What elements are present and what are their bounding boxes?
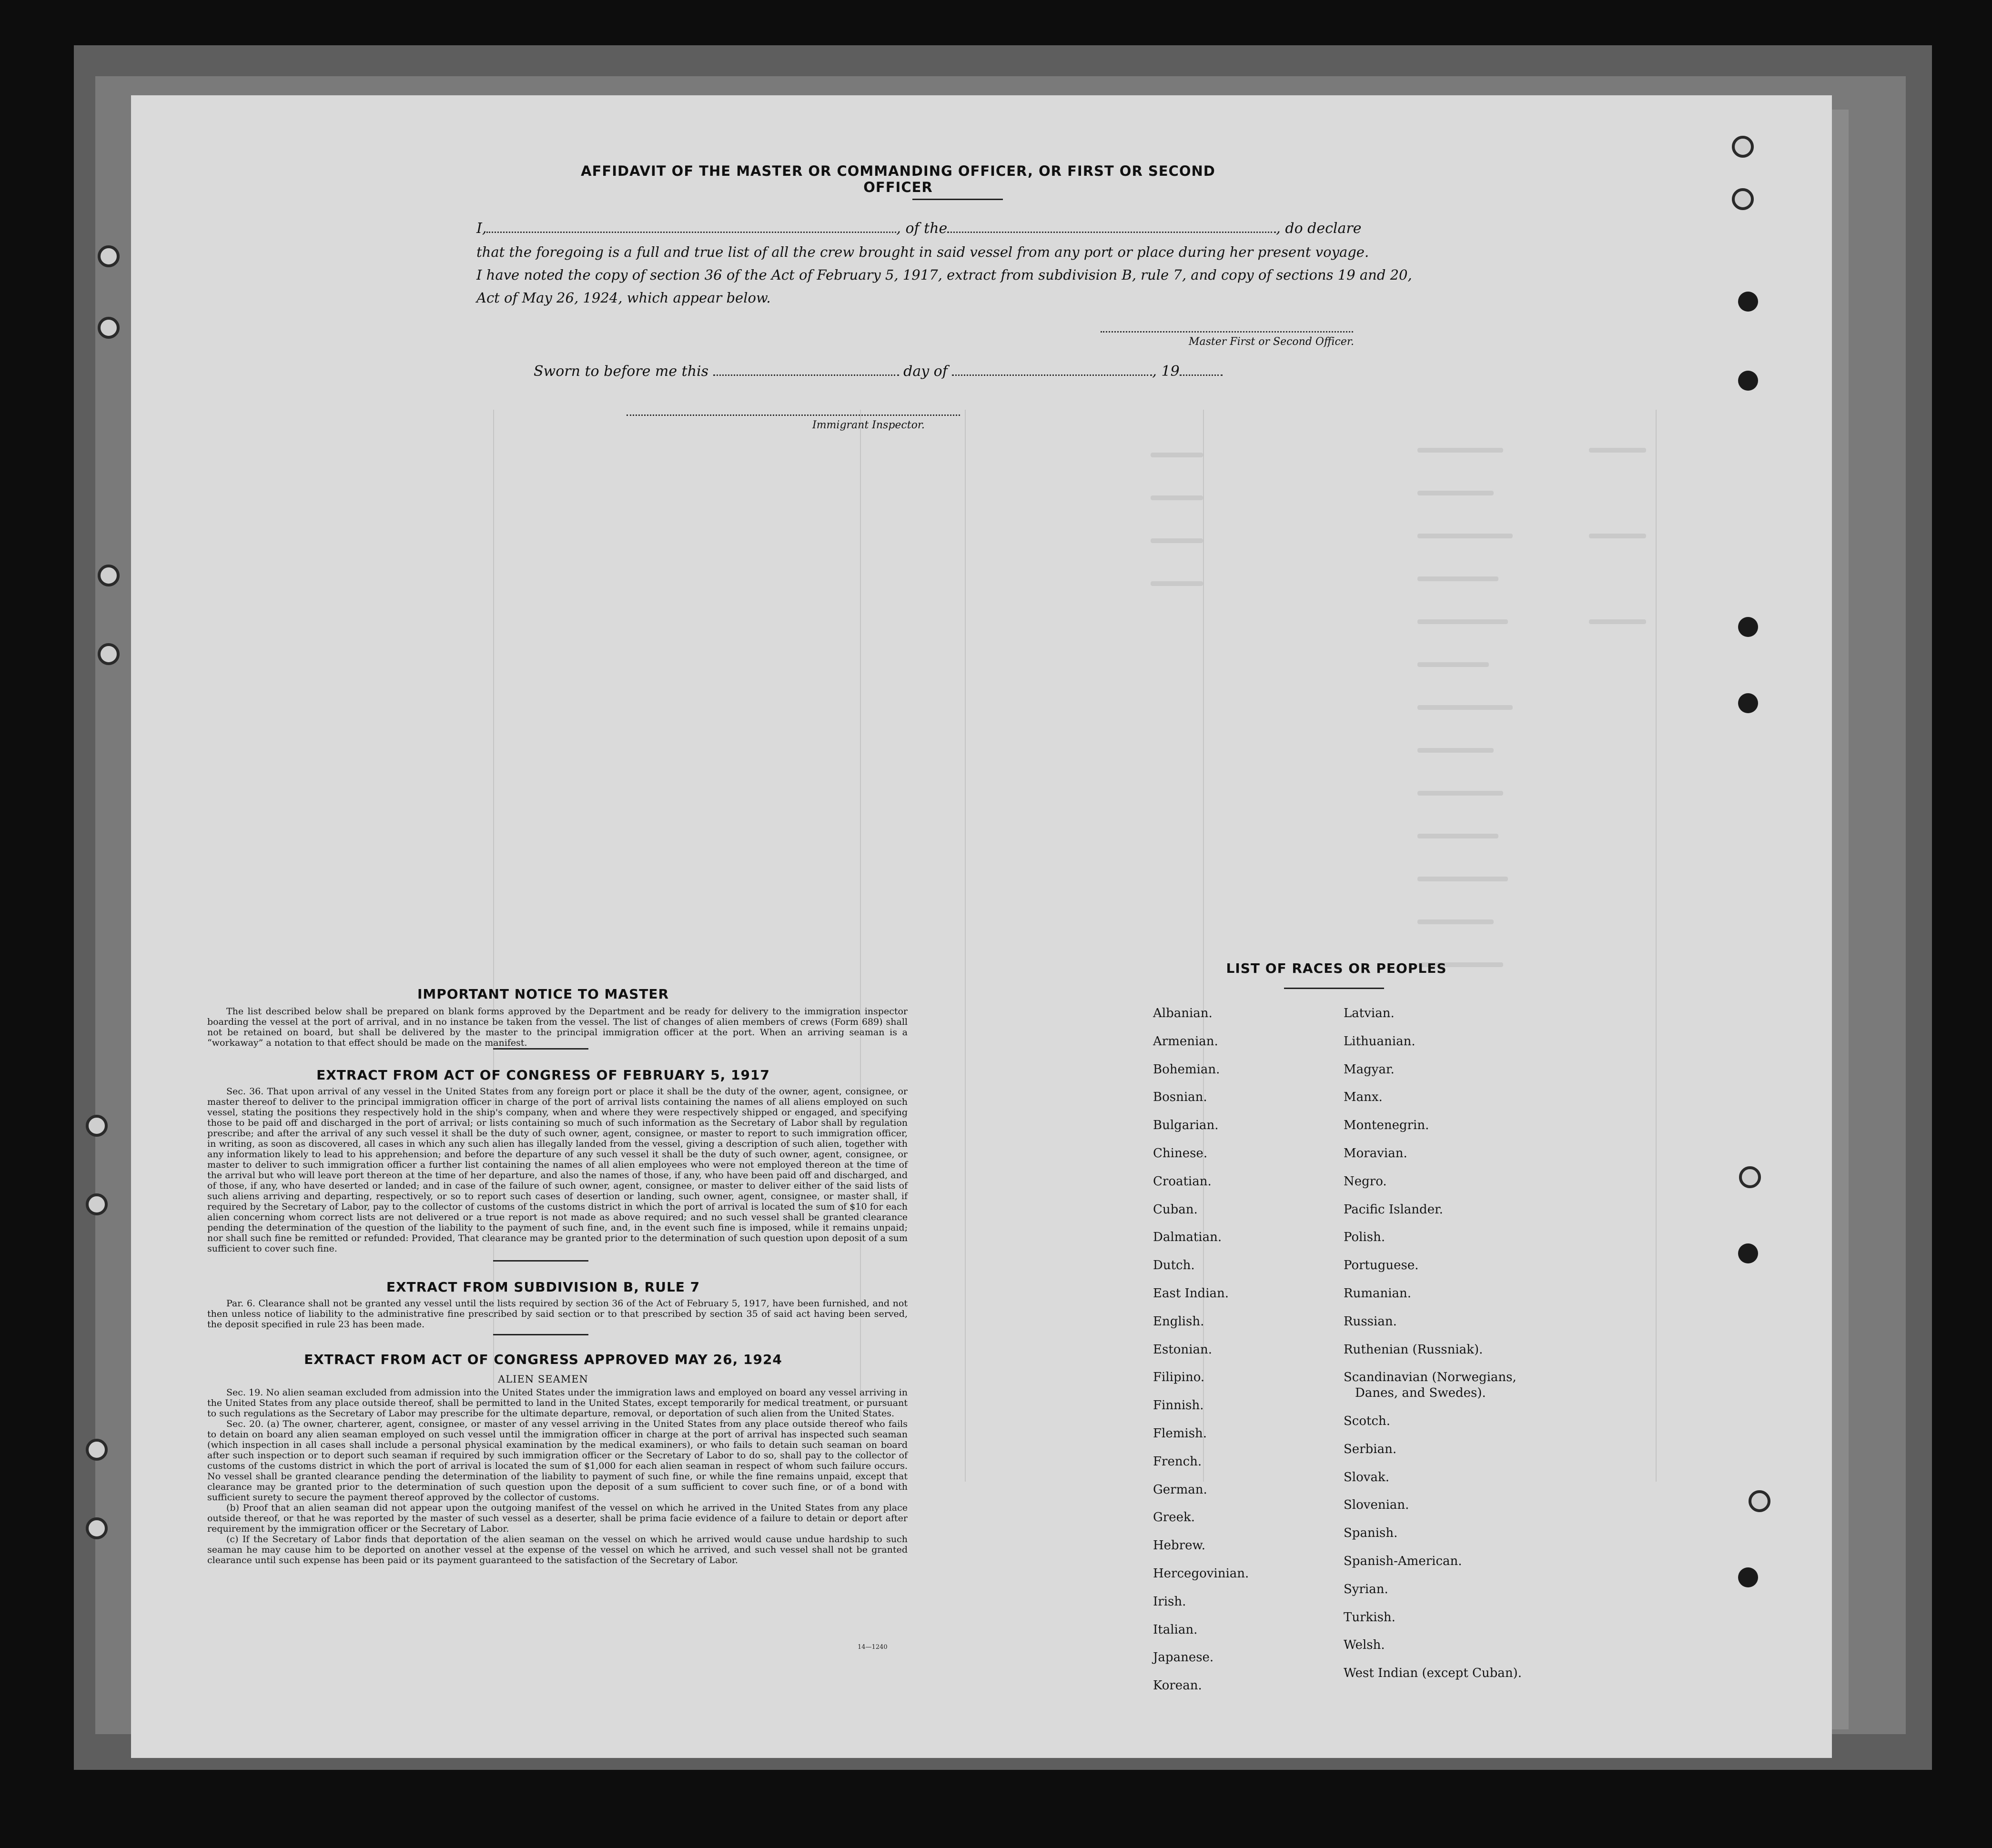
title-underline (912, 199, 1003, 200)
race-item: Syrian. (1344, 1582, 1388, 1596)
bleed-text (1151, 581, 1203, 586)
extract-1917-title: EXTRACT FROM ACT OF CONGRESS OF FEBRUARY 5, 1917 (316, 1067, 770, 1083)
race-item: Slovak. (1344, 1470, 1389, 1484)
race-item: Spanish. (1344, 1526, 1398, 1541)
race-item: Rumanian. (1344, 1286, 1412, 1301)
binder-hole (1738, 1243, 1758, 1263)
section-20a-paragraph: Sec. 20. (a) The owner, charterer, agent, consignee, or master of any vessel arriving in the United States from any place outside thereof who fails to detain on board any alien seaman employed on such vessel until the immigration officer in charge at the port of arrival has inspected such seaman (which inspection in all cases shall include a personal physical examination by the medical examiners), or who fails to detain such seaman on board after such inspection or to deport such seaman if required by such immigration officer or the Secretary of Labor to do so, shall pay to the collector of customs of the customs district in which the port of arrival is located the sum of $1,000 for each alien seaman in respect of whom such failure occurs. No vessel shall be granted clearance pending the determination of the liability to payment of such fine, or while the fine remains unpaid, except that clearance may be granted prior to the determination of such question upon the deposit of a sum sufficient to cover such fine, or of a bond with sufficient surety to secure the payment thereof approved by the collector of customs. (207, 1419, 908, 1503)
section-divider (493, 1048, 588, 1050)
race-item: Ruthenian (Russniak). (1344, 1342, 1483, 1357)
race-item: Korean. (1153, 1678, 1202, 1693)
race-item: German. (1153, 1482, 1207, 1497)
race-item: Polish. (1344, 1230, 1385, 1245)
binder-hole (1738, 693, 1758, 713)
race-item: Montenegrin. (1344, 1118, 1429, 1133)
binder-ring (1749, 1490, 1770, 1512)
race-item: Danes, and Swedes). (1355, 1386, 1486, 1401)
race-item: Dalmatian. (1153, 1230, 1222, 1245)
race-item: Irish. (1153, 1594, 1186, 1609)
bleed-text (1589, 619, 1646, 624)
bleed-column-line (1656, 410, 1657, 1482)
race-item: Scandinavian (Norwegians, (1344, 1370, 1517, 1385)
section-19-paragraph: Sec. 19. No alien seaman excluded from admission into the United States under the immigration laws and employed on board any vessel arriving in the United States from any place outside thereof, shall be permitted to land in the United States, except temporarily for medical treatment, or pursuant to such regulations as the Secretary of Labor may prescribe for the ultimate departure, removal, or deportation of such alien from the United States. (207, 1387, 908, 1419)
bleed-text (1151, 495, 1203, 500)
document-sheet (131, 95, 1832, 1758)
section-divider (493, 1334, 588, 1335)
bleed-text (1151, 538, 1203, 543)
race-item: Dutch. (1153, 1258, 1195, 1273)
race-item: West Indian (except Cuban). (1344, 1666, 1522, 1681)
race-item: Welsh. (1344, 1638, 1385, 1653)
bleed-text (1417, 491, 1494, 495)
race-item: Cuban. (1153, 1202, 1198, 1217)
bleed-text (1417, 877, 1508, 881)
race-item: Scotch. (1344, 1414, 1391, 1428)
left-binder-ring (86, 1439, 108, 1461)
race-item: Estonian. (1153, 1342, 1212, 1357)
race-item: Negro. (1344, 1174, 1387, 1189)
affidavit-line-4: Act of May 26, 1924, which appear below. (476, 290, 771, 306)
race-item: Flemish. (1153, 1426, 1207, 1441)
race-item: Filipino. (1153, 1370, 1205, 1385)
form-number: 14—1240 (858, 1644, 888, 1651)
races-left-column (1153, 1006, 1334, 1707)
inspector-signature-line (627, 414, 960, 416)
race-item: French. (1153, 1454, 1202, 1469)
race-item: Serbian. (1344, 1442, 1397, 1456)
bleed-text (1417, 748, 1494, 753)
bleed-text (1417, 705, 1513, 710)
bleed-text (1417, 834, 1498, 838)
binder-ring (1732, 188, 1754, 210)
race-item: Greek. (1153, 1510, 1195, 1525)
bleed-text (1417, 534, 1513, 538)
binder-hole (1738, 617, 1758, 637)
race-item: Moravian. (1344, 1146, 1407, 1161)
race-item: Armenian. (1153, 1034, 1218, 1049)
race-item: Italian. (1153, 1622, 1198, 1637)
race-item: Bulgarian. (1153, 1118, 1219, 1133)
bleed-text (1417, 576, 1498, 581)
race-item: English. (1153, 1314, 1204, 1329)
race-item: Lithuanian. (1344, 1034, 1416, 1049)
affidavit-line-3: I have noted the copy of section 36 of the Act of February 5, 1917, extract from subdivision B, rule 7, and copy of sections 19 and 20, (476, 267, 1412, 283)
left-binder-ring (98, 317, 120, 339)
race-item: Spanish-American. (1344, 1554, 1462, 1568)
race-item: Manx. (1344, 1090, 1383, 1105)
master-signature-label: Master First or Second Officer. (1189, 336, 1354, 348)
race-item: Finnish. (1153, 1398, 1204, 1413)
race-item: Japanese. (1153, 1650, 1214, 1665)
race-item: Latvian. (1344, 1006, 1395, 1020)
affidavit-line-2: that the foregoing is a full and true list of all the crew brought in said vessel from any port or place during her present voyage. (476, 244, 1369, 260)
section-20b-paragraph: (b) Proof that an alien seaman did not appear upon the outgoing manifest of the vessel on which he arrived in the United States from any place outside thereof, or that he was reported by the master of such vessel as a deserter, shall be prima facie evidence of a failure to detain or deport after requirement by the immigration officer or the Secretary of Labor. (207, 1503, 908, 1534)
section-20c-paragraph: (c) If the Secretary of Labor finds that deportation of the alien seaman on the vessel on which he arrived would cause undue hardship to such seaman he may cause him to be deported on another vessel at the expense of the vessel on which he arrived, and such vessel shall not be granted clearance until such expense has been paid or its payment guaranteed to the satisfaction of the Secretary of Labor. (207, 1534, 908, 1565)
race-item: East Indian. (1153, 1286, 1229, 1301)
extract-1924-subtitle: ALIEN SEAMEN (498, 1373, 588, 1385)
race-item: Bosnian. (1153, 1090, 1207, 1105)
left-binder-ring (98, 245, 120, 267)
bleed-text (1417, 791, 1503, 796)
bleed-text (1151, 453, 1203, 457)
binder-hole (1738, 292, 1758, 312)
left-binder-ring (98, 643, 120, 665)
race-item: Portuguese. (1344, 1258, 1419, 1273)
race-item: Albanian. (1153, 1006, 1213, 1020)
binder-ring (1732, 136, 1754, 158)
left-binder-ring (86, 1115, 108, 1137)
left-binder-ring (86, 1193, 108, 1215)
races-title: LIST OF RACES OR PEOPLES (1226, 960, 1447, 976)
race-item: Turkish. (1344, 1610, 1395, 1625)
notice-title: IMPORTANT NOTICE TO MASTER (417, 986, 669, 1002)
bleed-text (1589, 534, 1646, 538)
binder-hole (1738, 1567, 1758, 1587)
bleed-text (1417, 619, 1508, 624)
bleed-column-line (965, 410, 966, 1482)
race-item: Pacific Islander. (1344, 1202, 1443, 1217)
race-item: Hercegovinian. (1153, 1566, 1249, 1581)
rule7-title: EXTRACT FROM SUBDIVISION B, RULE 7 (386, 1279, 700, 1295)
race-item: Hebrew. (1153, 1538, 1205, 1553)
extract-1917-body: Sec. 36. That upon arrival of any vessel in the United States from any foreign port or place it shall be the duty of the owner, agent, consignee, or master thereof to deliver to the principal immigration officer in charge of the port of arrival lists containing the names of all aliens employed on such vessel, stating the positions they respectively hold in the ship's company, when and where they were respectively shipped or engaged, and specifying those to be paid off and discharged in the port of arrival; or lists containing so much of such information as the Secretary of Labor shall by regulation prescribe; and after the arrival of any such vessel it shall be the duty of such owner, agent, consignee, or master to report to such immigration officer, in writing, as soon as discovered, all cases in which any such alien has illegally landed from the vessel, giving a description of such alien, together with any information likely to lead to his apprehension; and before the departure of any such vessel it shall be the duty of such owner, agent, consignee, or master to deliver to such immigration officer a further list containing the names of all alien employees who were not employed thereon at the time of the arrival but who will leave port thereon at the time of her departure, and also the names of those, if any, who have been paid off and discharged, and of those, if any, who have deserted or landed; and in case of the failure of such owner, agent, consignee, or master to deliver either of the said lists of such aliens arriving and departing, respectively, or so to report such cases of desertion or landing, such owner, agent, consignee, or master shall, if required by the Secretary of Labor, pay to the collector of customs of the customs district in which the port of arrival is located the sum of $10 for each alien concerning whom correct lists are not delivered or a true report is not made as above required; and no such vessel shall be granted clearance pending the determination of the question of the liability to the payment of such fine, and, in the event such fine is imposed, while it remains unpaid; nor shall such fine be remitted or refunded: Provided, That clearance may be granted prior to the determination of such question upon deposit of a sum sufficient to cover such fine. (207, 1086, 908, 1254)
extract-1924-title: EXTRACT FROM ACT OF CONGRESS APPROVED MAY 26, 1924 (304, 1352, 782, 1367)
binder-ring (1739, 1166, 1761, 1188)
master-signature-line (1101, 331, 1353, 333)
race-item: Magyar. (1344, 1062, 1395, 1077)
bleed-text (1417, 448, 1503, 453)
sworn-line: Sworn to before me this day of , 19 (534, 363, 1223, 380)
bleed-text (1417, 662, 1489, 667)
affidavit-title: AFFIDAVIT OF THE MASTER OR COMMANDING OFFICER, OR FIRST OR SECOND OFFICER (581, 163, 1215, 195)
race-item: Croatian. (1153, 1174, 1212, 1189)
extract-1924-body (207, 1387, 908, 1565)
race-item: Slovenian. (1344, 1498, 1409, 1513)
bleed-text (1417, 919, 1494, 924)
bleed-text (1589, 448, 1646, 453)
binder-hole (1738, 371, 1758, 391)
section-divider (493, 1260, 588, 1262)
left-binder-ring (98, 565, 120, 586)
left-binder-ring (86, 1517, 108, 1539)
race-item: Bohemian. (1153, 1062, 1220, 1077)
race-item: Russian. (1344, 1314, 1397, 1329)
notice-body: The list described below shall be prepared on blank forms approved by the Department and be ready for delivery to the immigration inspector boarding the vessel at the port of arrival, and in no instance be taken from the vessel. The list of changes of alien members of crews (Form 689) shall not be retained on board, but shall be delivered by the master to the principal immigration officer at the port. When an arriving seaman is a “workaway” a notation to that effect should be made on the manifest. (207, 1006, 908, 1048)
rule7-body: Par. 6. Clearance shall not be granted any vessel until the lists required by section 36 of the Act of February 5, 1917, have been furnished, and not then unless notice of liability to the administrative fine prescribed by said section or to that prescribed by section 35 of said act having been served, the deposit specified in rule 23 has been made. (207, 1298, 908, 1330)
inspector-signature-label: Immigrant Inspector. (812, 419, 925, 431)
races-title-underline (1284, 988, 1384, 989)
races-right-column (1344, 1006, 1610, 1694)
race-item: Chinese. (1153, 1146, 1208, 1161)
affidavit-line-1: I, , of the , do declare (476, 220, 1362, 237)
